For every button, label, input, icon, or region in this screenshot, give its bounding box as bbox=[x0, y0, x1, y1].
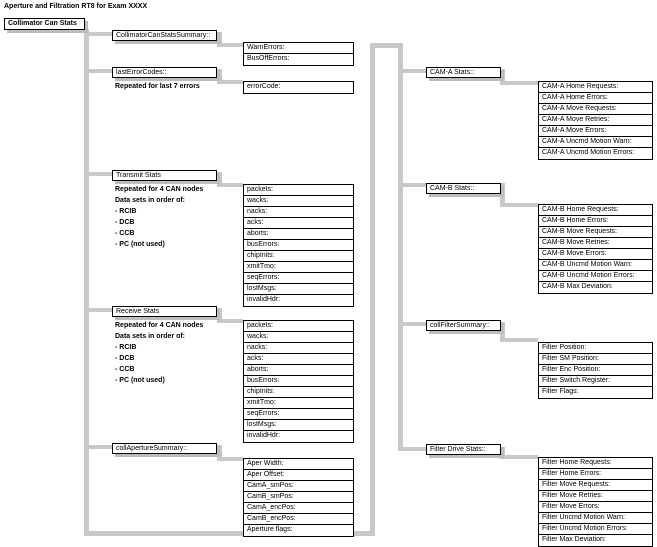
field-filter-max-deviation: Filter Max Deviation: bbox=[542, 536, 606, 543]
diagram-title: Aperture and Filtration RT8 for Exam XXXX bbox=[4, 3, 148, 10]
field-camb-sm-pos: CamB_smPos: bbox=[244, 492, 353, 503]
field-receive-seq-errors: seqErrors: bbox=[244, 409, 353, 420]
list-last-error-codes bbox=[243, 81, 354, 94]
connector-right-branch-4 bbox=[398, 447, 426, 451]
list-transmit-stats bbox=[243, 184, 354, 307]
field-cam-a-move-retries: CAM-A Move Retries: bbox=[539, 115, 652, 126]
note-transmit-3: - RCIB bbox=[115, 208, 137, 215]
field-receive-nacks: nacks: bbox=[244, 343, 353, 354]
field-cam-a-uncmd-errors: CAM-A Uncmd Motion Errors: bbox=[542, 149, 635, 156]
connector-left-sub-3b bbox=[217, 183, 243, 187]
field-cam-b-home-requests: CAM-B Home Requests: bbox=[539, 205, 652, 216]
connector-right-sub-1b bbox=[500, 81, 538, 85]
note-transmit-2: Data sets in order of: bbox=[115, 197, 186, 204]
list-coll-filter-summary bbox=[538, 342, 653, 399]
field-transmit-invalid-hdr: invalidHdr: bbox=[247, 296, 281, 303]
connector-right-branch-1 bbox=[398, 69, 426, 73]
connector-left-sub-2b bbox=[217, 80, 243, 84]
note-receive-3: - RCIB bbox=[115, 344, 137, 351]
field-transmit-aborts: aborts: bbox=[244, 229, 353, 240]
field-cam-b-max-deviation: CAM-B Max Deviation: bbox=[542, 283, 613, 290]
connector-left-branch-5 bbox=[84, 445, 112, 449]
field-filter-move-requests: Filter Move Requests: bbox=[539, 480, 652, 491]
field-cam-a-uncmd-warn: CAM-A Uncmd Motion Warn: bbox=[539, 137, 652, 148]
connector-right-spine bbox=[398, 43, 403, 451]
field-cam-a-move-requests: CAM-A Move Requests: bbox=[539, 104, 652, 115]
field-receive-chip-inits: chipInits: bbox=[244, 387, 353, 398]
list-collimator-can-stats-summary bbox=[243, 42, 354, 66]
note-receive-5: - CCB bbox=[115, 366, 135, 373]
note-transmit-4: - DCB bbox=[115, 219, 135, 226]
field-transmit-bus-errors: busErrors: bbox=[244, 240, 353, 251]
field-receive-lost-msgs: lostMsgs: bbox=[244, 420, 353, 431]
connector-top-right-bar bbox=[370, 43, 401, 48]
field-cam-a-move-errors: CAM-A Move Errors: bbox=[539, 126, 652, 137]
node-receive-stats: Receive Stats bbox=[112, 306, 217, 317]
field-aperture-flags: Aperture flags: bbox=[247, 526, 293, 533]
connector-left-branch-3 bbox=[84, 172, 112, 176]
node-cam-a-stats: CAM-A Stats:: bbox=[426, 67, 501, 78]
field-filter-home-errors: Filter Home Errors: bbox=[539, 469, 652, 480]
node-coll-filter-summary: collFilterSummary:: bbox=[426, 320, 501, 331]
field-cama-sm-pos: CamA_smPos: bbox=[244, 481, 353, 492]
list-cam-a-stats bbox=[538, 81, 653, 160]
field-cam-b-move-errors: CAM-B Move Errors: bbox=[539, 249, 652, 260]
field-cam-a-home-errors: CAM-A Home Errors: bbox=[539, 93, 652, 104]
connector-left-sub-4b bbox=[217, 319, 243, 323]
field-cama-enc-pos: CamA_encPos: bbox=[244, 503, 353, 514]
list-coll-aperture-summary bbox=[243, 458, 354, 537]
field-receive-aborts: aborts: bbox=[244, 365, 353, 376]
list-receive-stats bbox=[243, 320, 354, 443]
connector-left-sub-1b bbox=[217, 43, 243, 47]
field-cam-b-move-requests: CAM-B Move Requests: bbox=[539, 227, 652, 238]
field-filter-enc-position: Filter Enc Position: bbox=[539, 365, 652, 376]
field-aper-width: Aper Width: bbox=[244, 459, 353, 470]
connector-right-sub-2b bbox=[500, 203, 538, 207]
field-cam-b-uncmd-warn: CAM-B Uncmd Motion Warn: bbox=[539, 260, 652, 271]
field-filter-home-requests: Filter Home Requests: bbox=[539, 458, 652, 469]
node-collimator-can-stats-summary: CollimatorCanStatsSummary:: bbox=[112, 30, 217, 41]
field-filter-uncmd-errors: Filter Uncmd Motion Errors: bbox=[539, 524, 652, 535]
field-receive-xmit-tmo: xmitTmo: bbox=[244, 398, 353, 409]
field-filter-move-retries: Filter Move Retries: bbox=[539, 491, 652, 502]
note-receive-4: - DCB bbox=[115, 355, 135, 362]
note-receive-1: Repeated for 4 CAN nodes bbox=[115, 322, 204, 329]
field-transmit-seq-errors: seqErrors: bbox=[244, 273, 353, 284]
field-bus-off-errors: BusOffErrors: bbox=[247, 55, 290, 62]
field-cam-a-home-requests: CAM-A Home Requests: bbox=[539, 82, 652, 93]
node-transmit-stats: Transmit Stats bbox=[112, 170, 217, 181]
note-receive-6: - PC (not used) bbox=[115, 377, 165, 384]
connector-left-branch-1 bbox=[84, 32, 112, 36]
field-transmit-nacks: nacks: bbox=[244, 207, 353, 218]
field-transmit-lost-msgs: lostMsgs: bbox=[244, 284, 353, 295]
connector-left-branch-4 bbox=[84, 308, 112, 312]
field-receive-acks: acks: bbox=[244, 354, 353, 365]
note-repeated-last-errors: Repeated for last 7 errors bbox=[115, 83, 200, 90]
field-receive-invalid-hdr: invalidHdr: bbox=[247, 432, 281, 439]
field-error-code: errorCode: bbox=[247, 83, 281, 90]
field-transmit-chip-inits: chipInits: bbox=[244, 251, 353, 262]
connector-right-sub-4b bbox=[500, 455, 538, 459]
field-transmit-xmit-tmo: xmitTmo: bbox=[244, 262, 353, 273]
root-node: Collimator Can Stats bbox=[4, 18, 85, 30]
field-aper-offset: Aper Offset: bbox=[244, 470, 353, 481]
node-filter-drive-stats: Filter Drive Stats:: bbox=[426, 444, 501, 455]
field-filter-move-errors: Filter Move Errors: bbox=[539, 502, 652, 513]
field-cam-b-move-retries: CAM-B Move Retries: bbox=[539, 238, 652, 249]
node-coll-aperture-summary: collApertureSummary:: bbox=[112, 443, 217, 454]
field-transmit-wacks: wacks: bbox=[244, 196, 353, 207]
note-transmit-1: Repeated for 4 CAN nodes bbox=[115, 186, 204, 193]
note-receive-2: Data sets in order of: bbox=[115, 333, 186, 340]
node-last-error-codes: lastErrorCodes:: bbox=[112, 67, 217, 78]
field-filter-position: Filter Position: bbox=[539, 343, 652, 354]
node-cam-b-stats: CAM-B Stats:: bbox=[426, 183, 501, 194]
connector-right-trunk bbox=[370, 43, 375, 536]
field-filter-flags: Filter Flags: bbox=[542, 388, 579, 395]
field-transmit-acks: acks: bbox=[244, 218, 353, 229]
list-filter-drive-stats bbox=[538, 457, 653, 547]
list-cam-b-stats bbox=[538, 204, 653, 294]
field-camb-enc-pos: CamB_encPos: bbox=[244, 514, 353, 525]
connector-right-sub-3b bbox=[500, 338, 538, 342]
field-cam-b-home-errors: CAM-B Home Errors: bbox=[539, 216, 652, 227]
field-filter-uncmd-warn: Filter Uncmd Motion Warn: bbox=[539, 513, 652, 524]
field-cam-b-uncmd-errors: CAM-B Uncmd Motion Errors: bbox=[539, 271, 652, 282]
connector-right-branch-2 bbox=[398, 183, 426, 187]
note-transmit-5: - CCB bbox=[115, 230, 135, 237]
field-receive-wacks: wacks: bbox=[244, 332, 353, 343]
field-receive-packets: packets: bbox=[244, 321, 353, 332]
note-transmit-6: - PC (not used) bbox=[115, 241, 165, 248]
field-filter-switch-register: Filter Switch Register: bbox=[539, 376, 652, 387]
field-filter-sm-position: Filter SM Position: bbox=[539, 354, 652, 365]
connector-left-branch-2 bbox=[84, 69, 112, 73]
connector-right-branch-3 bbox=[398, 322, 426, 326]
field-transmit-packets: packets: bbox=[244, 185, 353, 196]
field-warn-errors: WarnErrors: bbox=[244, 43, 353, 54]
field-receive-bus-errors: busErrors: bbox=[244, 376, 353, 387]
connector-left-sub-5b bbox=[217, 457, 243, 461]
connector-root-down bbox=[84, 29, 89, 536]
